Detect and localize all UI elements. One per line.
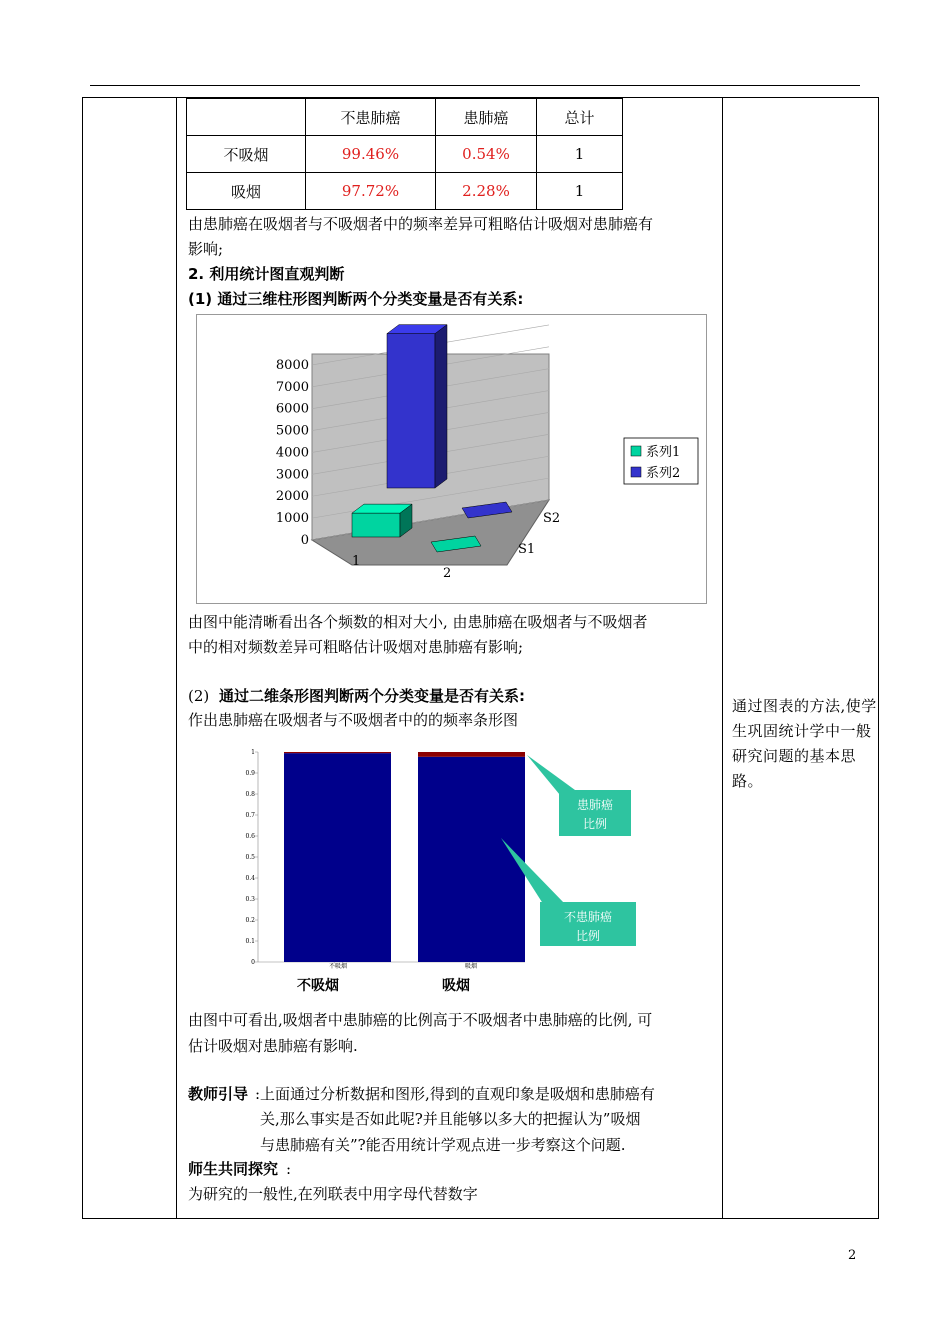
stacked-bar-segment-1-2 (284, 752, 391, 753)
y-tick-label: 2000 (275, 489, 309, 505)
side-note: 通过图表的方法,使学生巩固统计学中一般研究问题的基本思路。 (732, 697, 877, 790)
paragraph-2-line-2: 中的相对频数差异可粗略估计吸烟对患肺癌有影响; (188, 638, 524, 656)
y-tick-label: 1 (251, 749, 255, 756)
right-column-divider (722, 97, 723, 1219)
cell-no-cancer: 97.72% (306, 173, 436, 210)
x-tick-2: 2 (443, 566, 452, 581)
legend-label-series2: 系列2 (646, 466, 681, 481)
y-tick-label: 0.5 (245, 854, 255, 861)
bar-3d-side (435, 325, 447, 488)
joint-exploration-label: 师生共同探究 (188, 1160, 279, 1178)
teacher-guide-line-3: 与患肺癌有关”?能否用统计学观点进一步考察这个问题. (260, 1136, 626, 1154)
y-tick-label: 3000 (275, 467, 309, 483)
x-tick-no-smoke: 不吸烟 (328, 963, 348, 970)
y-tick-label: 0 (251, 959, 255, 966)
y-tick-label: 0.9 (245, 770, 255, 777)
stacked-bar-segment-1-1 (284, 753, 391, 962)
chart-3d-svg (197, 315, 708, 605)
chart-3d-y-ticks (276, 358, 309, 548)
y-tick-label: 1000 (275, 511, 309, 527)
table-header-cancer: 患肺癌 (436, 99, 537, 136)
row-label: 不吸烟 (187, 136, 306, 173)
legend-label-series1: 系列1 (646, 445, 681, 460)
bar-3d-2-1 (387, 325, 447, 488)
y-tick-label: 8000 (275, 357, 309, 373)
bar-3d-front (352, 513, 400, 537)
stacked-bar-segment-2-2 (418, 752, 525, 757)
bar-3d-1-1 (352, 504, 412, 537)
y-tick-label: 0.8 (245, 791, 255, 798)
legend-swatch-series1 (631, 446, 641, 456)
y-tick-label: 5000 (275, 423, 309, 439)
table-header-no-cancer: 不患肺癌 (306, 99, 436, 136)
cell-no-cancer: 99.46% (306, 136, 436, 173)
paragraph-2-line-1: 由图中能清晰看出各个频数的相对大小, 由患肺癌在吸烟者与不吸烟者 (188, 613, 648, 631)
subheading-2d-prefix: (2) (188, 687, 210, 705)
table-header-total: 总计 (537, 99, 623, 136)
paragraph-3: 作出患肺癌在吸烟者与不吸烟者中的的频率条形图 (188, 711, 519, 729)
cell-cancer: 0.54% (436, 136, 537, 173)
y-tick-label: 7000 (275, 379, 309, 395)
left-column (82, 97, 177, 1219)
callout-cancer-line2: 比例 (582, 817, 608, 831)
paragraph-1-line-2: 影响; (188, 240, 224, 258)
y-tick-label: 4000 (275, 445, 309, 461)
callout-pointer-cancer (527, 755, 575, 795)
y-tick-label: 0.1 (245, 938, 255, 945)
stacked-bar-segment-2-1 (418, 757, 525, 962)
depth-tick-s1: S1 (518, 542, 536, 557)
callout-cancer-line1: 患肺癌 (576, 798, 614, 812)
y-tick-label: 0.6 (245, 833, 255, 840)
table-header-row (187, 99, 623, 136)
chart-2d-y-ticks (245, 749, 258, 966)
bar-caption-smoke: 吸烟 (442, 978, 470, 994)
y-tick-label: 0.7 (245, 812, 255, 819)
row-label: 吸烟 (187, 173, 306, 210)
frequency-table (186, 98, 623, 210)
y-tick-label: 0 (300, 533, 309, 548)
cell-total: 1 (537, 173, 623, 210)
bar-caption-no-smoke: 不吸烟 (297, 978, 339, 994)
teacher-guide-line-1: :上面通过分析数据和图形,得到的直观印象是吸烟和患肺癌有 (255, 1085, 655, 1103)
paragraph-5: 为研究的一般性,在列联表中用字母代替数字 (188, 1185, 478, 1203)
subheading-2d-chart: 通过二维条形图判断两个分类变量是否有关系: (219, 687, 526, 705)
paragraph-4-line-1: 由图中可看出,吸烟者中患肺癌的比例高于不吸烟者中患肺癌的比例, 可 (188, 1011, 653, 1029)
bar-3d-front (387, 334, 435, 488)
paragraph-4-line-2: 估计吸烟对患肺癌有影响. (188, 1037, 358, 1055)
paragraph-1-line-1: 由患肺癌在吸烟者与不吸烟者中的频率差异可粗略估计吸烟对患肺癌有 (188, 215, 654, 233)
depth-tick-s2: S2 (543, 511, 561, 526)
teacher-guide-label: 教师引导 (188, 1085, 249, 1103)
chart-2d-bars (284, 752, 525, 962)
x-tick-smoke: 吸烟 (464, 963, 478, 970)
cell-total: 1 (537, 136, 623, 173)
teacher-guide-line-2: 关,那么事实是否如此呢?并且能够以多大的把握认为”吸烟 (260, 1110, 641, 1128)
header-rule (90, 85, 860, 86)
subheading-3d-chart: (1) 通过三维柱形图判断两个分类变量是否有关系: (188, 290, 524, 308)
table-row (187, 173, 623, 210)
section-heading-2: 2. 利用统计图直观判断 (188, 265, 345, 283)
callout-no-cancer-line2: 比例 (575, 929, 601, 943)
legend-swatch-series2 (631, 467, 641, 477)
callout-no-cancer-line1: 不患肺癌 (563, 910, 613, 924)
chart-2d-stacked-bar (235, 742, 645, 998)
cell-cancer: 2.28% (436, 173, 537, 210)
x-tick-1: 1 (352, 554, 361, 569)
y-tick-label: 6000 (275, 401, 309, 417)
page-number: 2 (848, 1248, 857, 1263)
table-header-empty (187, 99, 306, 136)
chart-3d-column (196, 314, 707, 604)
y-tick-label: 0.4 (245, 875, 255, 882)
joint-exploration-colon: : (286, 1160, 292, 1178)
y-tick-label: 0.2 (245, 917, 255, 924)
table-row (187, 136, 623, 173)
y-tick-label: 0.3 (245, 896, 255, 903)
